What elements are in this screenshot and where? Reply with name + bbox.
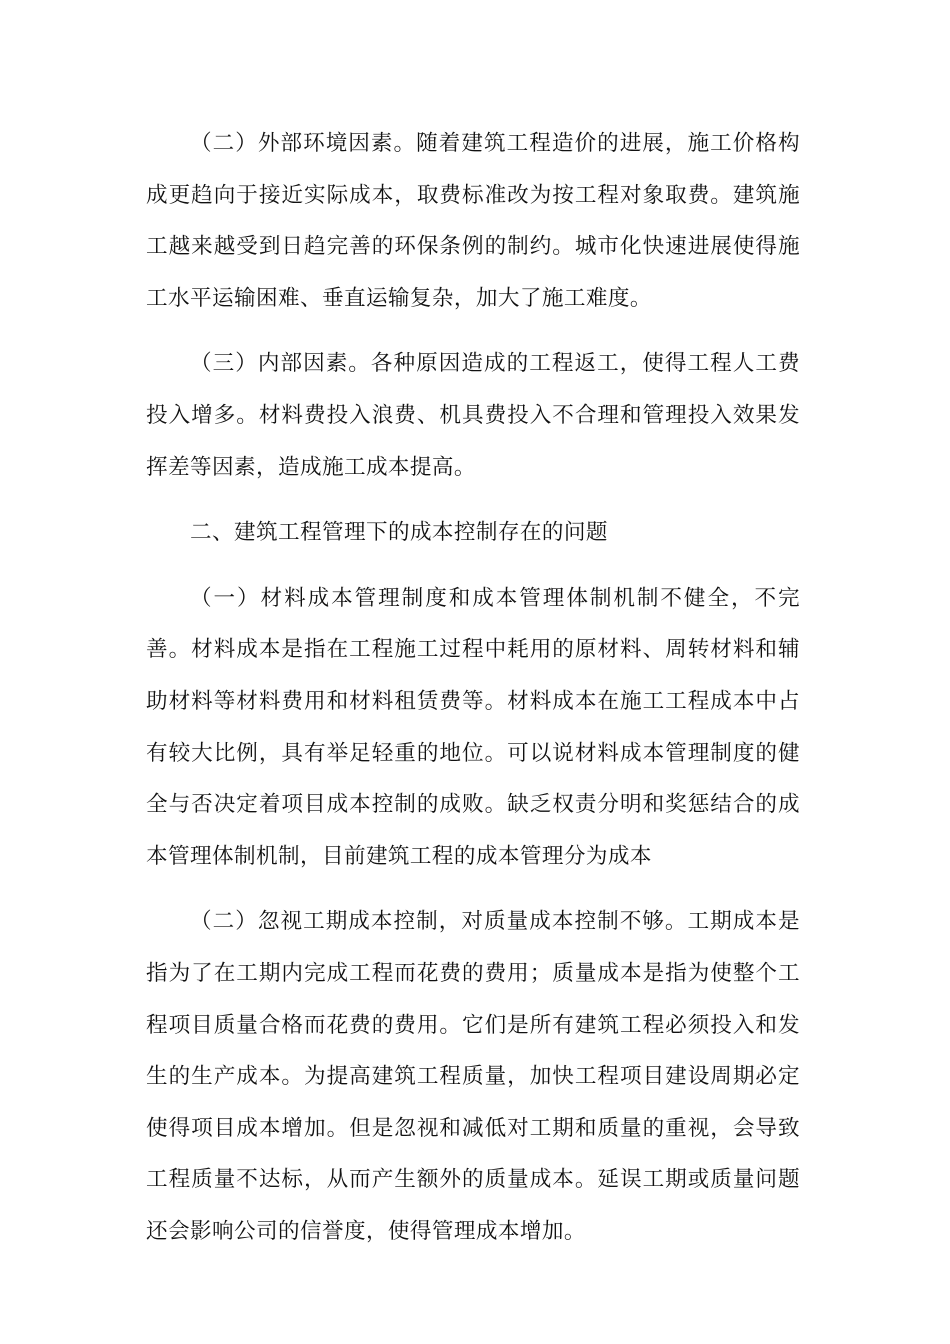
paragraph-gap [146, 324, 800, 338]
paragraph-external-factors: （二）外部环境因素。随着建筑工程造价的进展，施工价格构成更趋向于接近实际成本，取费标准改为按工程对象取费。建筑施工越来越受到日趋完善的环保条例的制约。城市化快速进展使得施工水平运输困难、垂直运输复杂，加大了施工难度。 [146, 131, 800, 311]
paragraph-gap [146, 559, 800, 573]
paragraph-internal-factors: （三）内部因素。各种原因造成的工程返工，使得工程人工费投入增多。材料费投入浪费、机具费投入不合理和管理投入效果发挥差等因素，造成施工成本提高。 [146, 351, 800, 480]
paragraph-gap [146, 882, 800, 896]
paragraph-schedule-quality-cost: （二）忽视工期成本控制，对质量成本控制不够。工期成本是指为了在工期内完成工程而花费的费用；质量成本是指为使整个工程项目质量合格而花费的费用。它们是所有建筑工程必须投入和发生的生产成本。为提高建筑工程质量，加快工程项目建设周期必定使得项目成本增加。但是忽视和减低对工期和质量的重视，会导致工程质量不达标，从而产生额外的质量成本。延误工期或质量问题还会影响公司的信誉度，使得管理成本增加。 [146, 909, 800, 1244]
paragraph-gap [146, 493, 800, 507]
document-body [146, 118, 800, 1257]
paragraph-material-cost: （一）材料成本管理制度和成本管理体制机制不健全，不完善。材料成本是指在工程施工过程中耗用的原材料、周转材料和辅助材料等材料费用和材料租赁费等。材料成本在施工工程成本中占有较大比例，具有举足轻重的地位。可以说材料成本管理制度的健全与否决定着项目成本控制的成败。缺乏权责分明和奖惩结合的成本管理体制机制，目前建筑工程的成本管理分为成本 [146, 585, 800, 869]
section-heading: 二、建筑工程管理下的成本控制存在的问题 [190, 520, 608, 546]
